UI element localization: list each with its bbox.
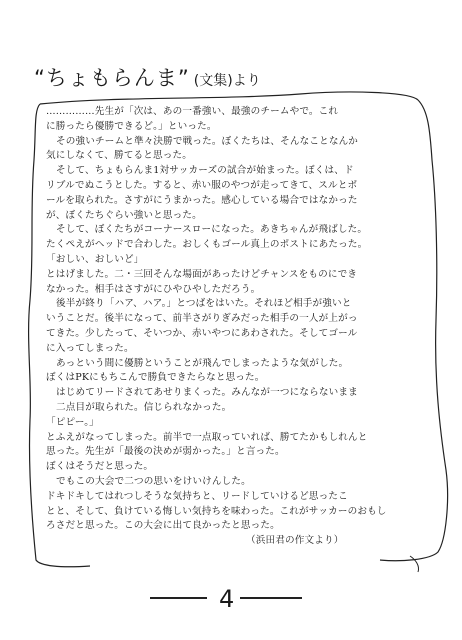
text-line: とふえがなってしまった。前半で一点取っていれば、勝てたかもしれんと	[46, 431, 368, 443]
text-line: ドキドキしてはれつしそうな気持ちと、リードしていけるど思ったこ	[46, 490, 348, 502]
page-number: 4	[219, 585, 235, 613]
essay-body	[46, 105, 432, 549]
text-line: そして、ちょもらんま1対サッカーズの試合が始まった。ぼくは、ド	[56, 165, 354, 177]
text-line: その強いチームと準々決勝で戦った。ぼくたちは、そんなことなんか	[56, 135, 359, 147]
text-line: はじめてリードされてあせりまくった。みんなが一つにならないまま	[56, 387, 358, 399]
text-line: ぼくはそうだと思った。	[46, 461, 154, 473]
text-line: に勝ったら優勝できるど。」といった。	[46, 120, 217, 132]
text-line: そして、ぼくたちがコーナースローになった。あきちゃんが飛ばした。	[56, 224, 368, 236]
text-line: でもこの大会で二つの思いをけいけんした。	[56, 475, 251, 487]
text-line: てきた。少したって、そいつか、赤いやつにあわされた。そしてゴール	[46, 327, 358, 339]
text-line: 思った。先生が「最後の決めが弱かった。」と言った。	[46, 446, 285, 458]
text-line: とはげました。二・三回そんな場面があったけどチャンスをものにでき	[46, 268, 358, 280]
text-line: に入ってしまった。	[46, 342, 134, 354]
text-line: リブルでぬこうとした。すると、赤い服のやつが走ってきて、スルとボ	[46, 179, 358, 191]
text-line: ぼくはPKにもちこんで勝負できたらなと思った。	[46, 372, 265, 384]
text-line: 後半が終り「ハア、ハア。」とつばをはいた。それほど相手が強いと	[56, 298, 352, 310]
text-line: ろさだと思った。この大会に出て良かったと思った。	[46, 520, 280, 532]
title-source: (文集)より	[193, 73, 261, 89]
text-line: 「おしい、おしいど」	[46, 253, 144, 265]
text-line: ……………先生が「次は、あの一番強い、最強のチームやで。これ	[46, 106, 339, 117]
title-main: “ちょもらんま”	[34, 66, 190, 90]
text-line: 二点目が取られた。信じられなかった。	[56, 401, 232, 413]
text-line: なかった。相手はさすがにひやひやしただろう。	[46, 283, 261, 295]
text-line: たくぺえがヘッドで合わした。おしくもゴール真上のポストにあたった。	[46, 239, 368, 251]
text-line: ールを取られた。さすがにうまかった。感心している場合ではなかった	[46, 194, 358, 206]
text-line: いうことだ。後半になって、前半さがりぎみだった相手の一人が上がっ	[46, 313, 358, 325]
text-line: とと、そして、負けている悔しい気持ちを味わった。これがサッカーのおもし	[46, 505, 387, 517]
text-line: 気にしなくて、勝てると思った。	[46, 150, 192, 162]
essay-attribution: （浜田君の作文より）	[246, 535, 344, 547]
text-line: 「ピピー。」	[46, 416, 99, 428]
text-line: あっという間に優勝ということが飛んでしまったような気がした。	[56, 357, 349, 369]
text-line: が、ぼくたちぐらい強いと思った。	[46, 209, 202, 221]
